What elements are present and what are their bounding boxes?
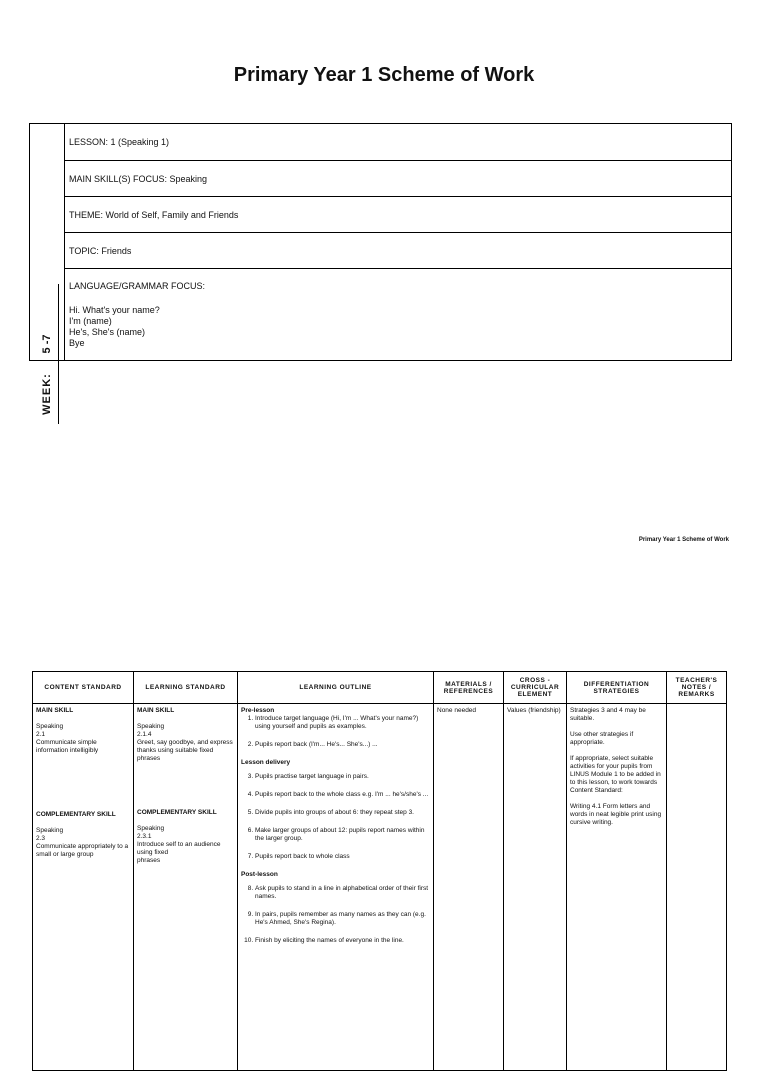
outline-item: 8. Ask pupils to stand in a line in alphabetical order of their first names. [255, 885, 430, 901]
outline-list [241, 885, 430, 945]
col-materials: MATERIALS / REFERENCES [434, 672, 504, 704]
ls-line: 2.1.4 [137, 731, 152, 738]
ls-main-skill: MAIN SKILL [137, 707, 175, 714]
content-standard-cell [33, 704, 134, 1071]
theme-text: THEME: World of Self, Family and Friends [69, 210, 239, 220]
outline-item: 4. Pupils report back to the whole class e.g. I'm ... he's/she's ... [255, 791, 430, 799]
cross-curricular-cell: Values (friendship) [504, 704, 567, 1071]
content-comp-skill: COMPLEMENTARY SKILL [36, 811, 116, 818]
outline-item: 7. Pupils report back to whole class [255, 853, 430, 861]
week-label: WEEK: [41, 373, 53, 415]
content-line: Speaking [36, 827, 64, 834]
ls-line: Greet, say goodbye, and express thanks using suitable fixed phrases [137, 739, 233, 762]
lesson-info-table [29, 123, 732, 415]
differentiation-cell [567, 704, 667, 1071]
outline-item: 2. Pupils report back (I'm... He's... She's...) ... [255, 741, 430, 749]
ls-line: 2.3.1 [137, 833, 152, 840]
content-line: Speaking [36, 723, 64, 730]
content-main-skill: MAIN SKILL [36, 707, 74, 714]
week-divider [58, 284, 59, 424]
col-differentiation: DIFFERENTIATION STRATEGIES [567, 672, 667, 704]
grammar-line: Hi. What's your name? [69, 305, 160, 315]
diff-paragraph: If appropriate, select suitable activities for your pupils from LINUS Module 1 to be added in to this lesson, to work towards Content Standard: [570, 755, 661, 794]
ls-line: Speaking [137, 723, 165, 730]
content-line: Communicate simple information intelligibly [36, 739, 99, 754]
grammar-line: I'm (name) [69, 316, 112, 326]
page-title: Primary Year 1 Scheme of Work [233, 64, 535, 86]
col-learning-outline: LEARNING OUTLINE [238, 672, 434, 704]
ls-line: phrases [137, 857, 161, 864]
outline-item: 3. Pupils practise target language in pairs. [255, 773, 430, 781]
col-cross-curricular: CROSS - CURRICULAR ELEMENT [504, 672, 567, 704]
main-skill-row [64, 161, 731, 197]
ls-line: Introduce self to an audience using fixed [137, 841, 221, 856]
table-row [33, 704, 727, 1071]
theme-row [64, 197, 731, 233]
post-lesson-heading: Post-lesson [241, 871, 278, 878]
diff-paragraph: Use other strategies if appropriate. [570, 731, 634, 746]
week-column [30, 124, 65, 415]
ls-line: Speaking [137, 825, 165, 832]
outline-item: 9. In pairs, pupils remember as many names as they can (e.g. He's Ahmed, She's Regina). [255, 911, 430, 927]
lesson-delivery-heading: Lesson delivery [241, 759, 291, 766]
outline-item: 6. Make larger groups of about 12: pupils report names within the larger group. [255, 827, 430, 843]
running-header: Primary Year 1 Scheme of Work [638, 537, 729, 543]
grammar-line: He's, She's (name) [69, 327, 145, 337]
outline-list [241, 715, 430, 749]
topic-text: TOPIC: Friends [69, 246, 132, 256]
materials-cell: None needed [434, 704, 504, 1071]
pre-lesson-heading: Pre-lesson [241, 707, 275, 714]
scheme-table [32, 671, 727, 1071]
learning-standard-cell [134, 704, 238, 1071]
ls-comp-skill: COMPLEMENTARY SKILL [137, 809, 217, 816]
lesson-row [64, 124, 731, 161]
outline-item: 1. Introduce target language (Hi, I'm ... What's your name?) using yourself and pupils as examples. [255, 715, 430, 731]
grammar-lines [69, 305, 160, 349]
content-line: 2.3 [36, 835, 46, 842]
main-skill-text: MAIN SKILL(S) FOCUS: Speaking [69, 174, 208, 184]
outline-item: 10. Finish by eliciting the names of everyone in the line. [255, 937, 430, 945]
grammar-row [64, 269, 731, 360]
content-line: Communicate appropriately to a small or large group [36, 843, 129, 858]
outline-list [241, 773, 430, 861]
table-header-row [33, 672, 727, 704]
week-value: 5 -7 [41, 334, 53, 354]
col-teacher-notes: TEACHER'S NOTES / REMARKS [667, 672, 727, 704]
learning-outline-cell [238, 704, 434, 1071]
topic-row [64, 233, 731, 269]
col-learning-standard: LEARNING STANDARD [134, 672, 238, 704]
lesson-text: LESSON: 1 (Speaking 1) [69, 137, 170, 147]
diff-paragraph: Writing 4.1 Form letters and words in neat legible print using cursive writing. [570, 803, 662, 826]
teacher-notes-cell [667, 704, 727, 1071]
diff-paragraph: Strategies 3 and 4 may be suitable. [570, 707, 646, 722]
grammar-line: Bye [69, 338, 85, 348]
col-content-standard: CONTENT STANDARD [33, 672, 134, 704]
outline-item: 5. Divide pupils into groups of about 6: they repeat step 3. [255, 809, 430, 817]
grammar-title: LANGUAGE/GRAMMAR FOCUS: [69, 281, 206, 291]
content-line: 2.1 [36, 731, 46, 738]
